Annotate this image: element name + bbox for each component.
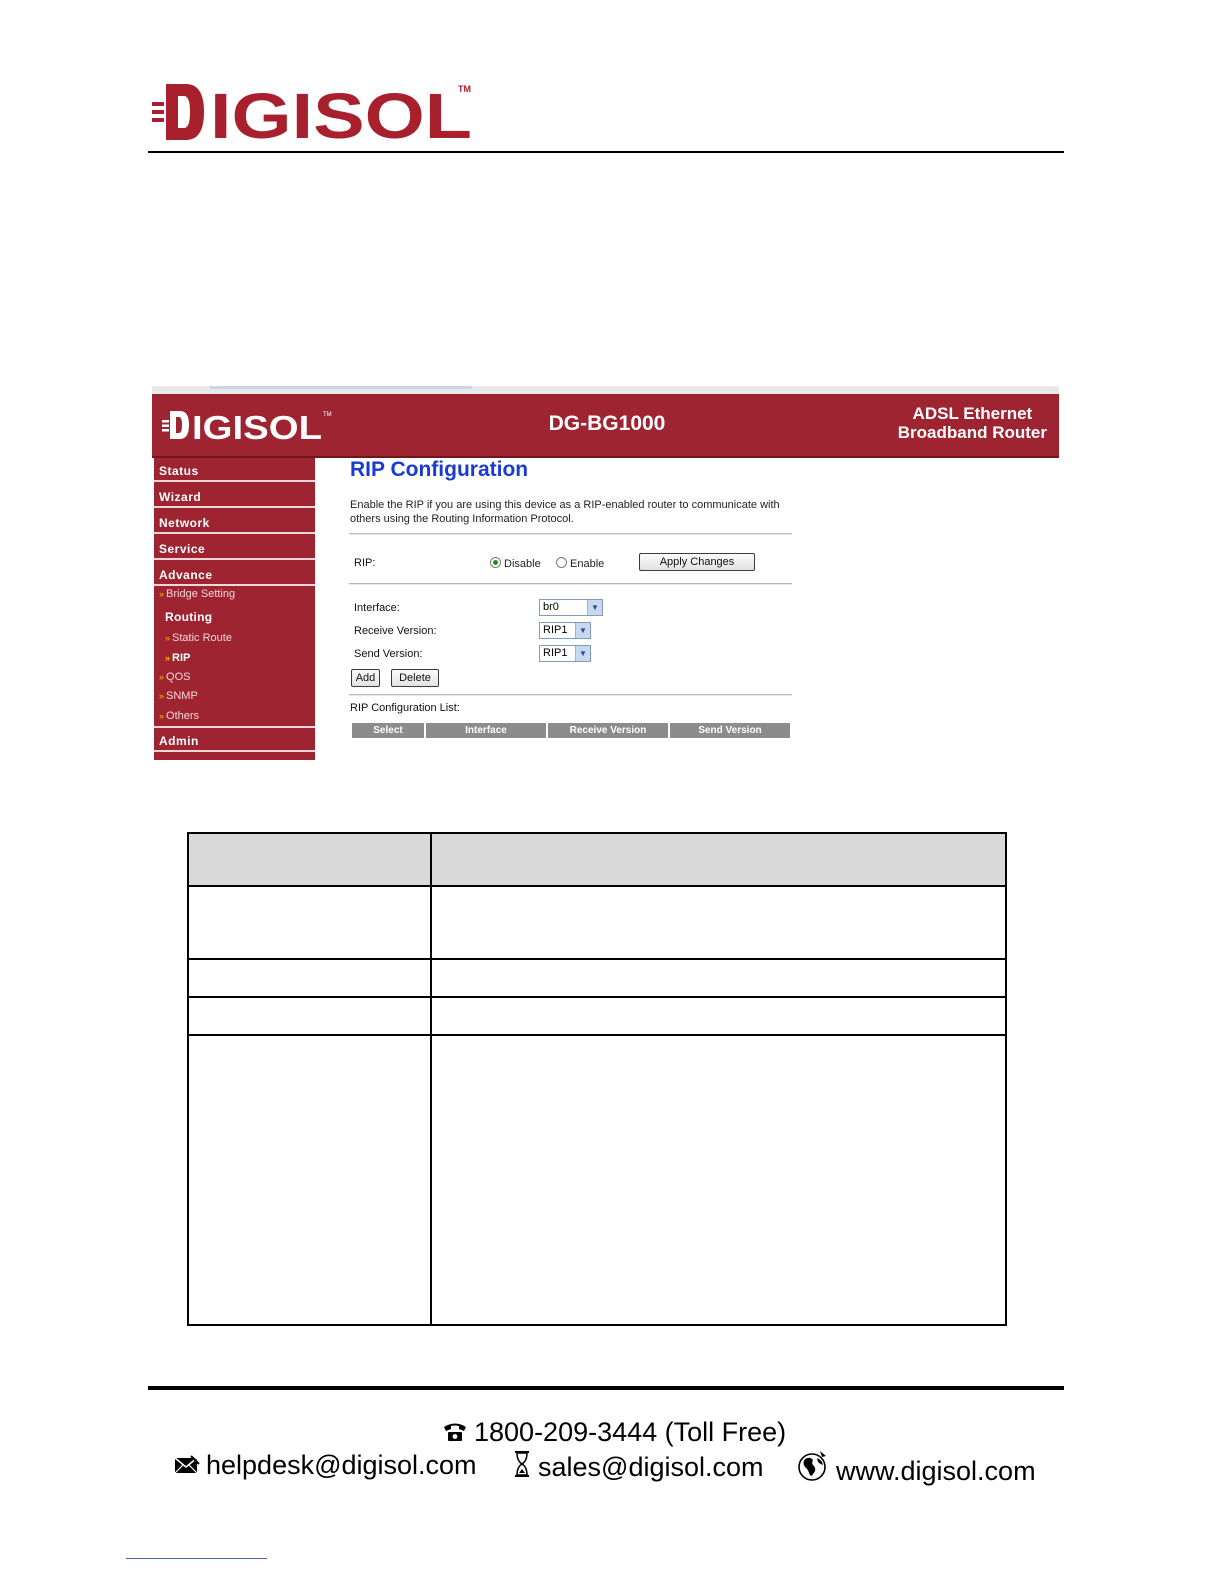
nav-advance[interactable]: Advance	[154, 562, 315, 586]
router-ui-screenshot	[152, 386, 1059, 760]
footer-phone-text: 1800-209-3444 (Toll Free)	[474, 1417, 787, 1447]
svg-text:TM: TM	[323, 412, 332, 418]
divider	[349, 533, 792, 535]
footer-rule	[148, 1386, 1064, 1390]
divider	[349, 583, 792, 585]
interface-value: br0	[543, 601, 559, 613]
chevron-down-icon: ▼	[587, 600, 602, 615]
page-description: Enable the RIP if you are using this device as a RIP-enabled router to communicate with others using the Routing Information Protocol.	[350, 499, 780, 525]
nav-bridge-setting[interactable]	[159, 588, 235, 600]
list-col-select: Select	[352, 723, 424, 738]
radio-checked-icon	[490, 557, 501, 568]
nav-qos[interactable]	[159, 671, 190, 683]
apply-changes-button[interactable]: Apply Changes	[639, 553, 755, 571]
send-version-select[interactable]	[539, 645, 591, 662]
nav-rip[interactable]	[165, 652, 190, 664]
table-row-divider	[189, 958, 1005, 960]
arrow-icon: »	[159, 691, 165, 701]
arrow-icon: »	[159, 711, 165, 721]
nav-rip-label: RIP	[172, 652, 191, 664]
arrow-icon: »	[159, 672, 165, 682]
parameter-table	[187, 832, 1007, 1326]
nav-snmp-label: SNMP	[166, 690, 198, 702]
footer-phone	[442, 1417, 786, 1448]
rip-enable-label: Enable	[570, 558, 605, 570]
footer-sales[interactable]	[512, 1450, 764, 1483]
link-underline	[126, 1558, 267, 1559]
add-button[interactable]: Add	[351, 669, 380, 687]
chevron-down-icon: ▼	[575, 623, 590, 638]
list-col-send-version: Send Version	[670, 723, 790, 738]
nav-routing-group: Routing	[165, 610, 213, 624]
page-title: RIP Configuration	[350, 458, 529, 481]
send-version-label: Send Version:	[354, 648, 423, 660]
interface-select[interactable]	[539, 599, 603, 616]
globe-icon	[796, 1450, 830, 1482]
rip-disable-radio[interactable]	[490, 557, 541, 570]
router-banner	[152, 394, 1059, 458]
nav-status[interactable]: Status	[154, 458, 315, 482]
delete-button[interactable]: Delete	[391, 669, 439, 687]
product-line-2: Broadband Router	[897, 423, 1047, 442]
nav-admin[interactable]: Admin	[154, 726, 315, 752]
footer-email[interactable]	[174, 1450, 477, 1481]
product-line-1: ADSL Ethernet	[912, 404, 1033, 423]
digisol-logo	[152, 80, 482, 144]
nav-bridge-setting-label: Bridge Setting	[166, 588, 236, 600]
list-col-interface: Interface	[426, 723, 546, 738]
table-row-divider	[189, 1034, 1005, 1036]
list-col-receive-version: Receive Version	[548, 723, 668, 738]
svg-text:TM: TM	[458, 84, 471, 94]
arrow-icon: »	[159, 589, 165, 599]
nav-wizard[interactable]: Wizard	[154, 484, 315, 508]
svg-text:IGISOL: IGISOL	[210, 80, 472, 144]
phone-icon	[442, 1421, 468, 1443]
nav-static-route[interactable]	[165, 632, 232, 644]
chevron-down-icon: ▼	[575, 646, 590, 661]
table-column-divider	[430, 834, 432, 1324]
table-row-divider	[189, 885, 1005, 887]
rip-list-title: RIP Configuration List:	[350, 702, 460, 714]
envelope-icon	[174, 1454, 200, 1476]
divider	[349, 694, 792, 696]
receive-version-select[interactable]	[539, 622, 591, 639]
router-logo	[162, 408, 332, 442]
footer-website-text: www.digisol.com	[836, 1456, 1036, 1486]
nav-others[interactable]	[159, 710, 199, 722]
product-name	[898, 404, 1047, 442]
footer-sales-text: sales@digisol.com	[538, 1452, 764, 1482]
rip-label: RIP:	[354, 557, 376, 569]
nav-static-route-label: Static Route	[172, 632, 232, 644]
nav-qos-label: QOS	[166, 671, 191, 683]
router-sidebar	[154, 458, 315, 760]
table-row-divider	[189, 996, 1005, 998]
hourglass-icon	[512, 1450, 532, 1478]
send-version-value: RIP1	[543, 647, 568, 659]
radio-unchecked-icon	[556, 557, 567, 568]
nav-network[interactable]: Network	[154, 510, 315, 534]
footer-website[interactable]	[796, 1450, 1036, 1487]
table-header-row	[189, 834, 1005, 886]
arrow-icon: »	[165, 633, 171, 643]
nav-service[interactable]: Service	[154, 536, 315, 560]
nav-others-label: Others	[166, 710, 200, 722]
nav-snmp[interactable]	[159, 690, 198, 702]
receive-version-value: RIP1	[543, 624, 568, 636]
receive-version-label: Receive Version:	[354, 625, 437, 637]
router-main-panel	[342, 458, 802, 758]
svg-text:IGISOL: IGISOL	[192, 409, 322, 442]
footer-email-text: helpdesk@digisol.com	[206, 1450, 477, 1480]
rip-enable-radio[interactable]	[556, 557, 604, 570]
arrow-icon: »	[165, 653, 171, 663]
model-name: DG-BG1000	[548, 412, 666, 435]
header-rule	[148, 151, 1064, 153]
interface-label: Interface:	[354, 602, 400, 614]
rip-disable-label: Disable	[504, 558, 541, 570]
